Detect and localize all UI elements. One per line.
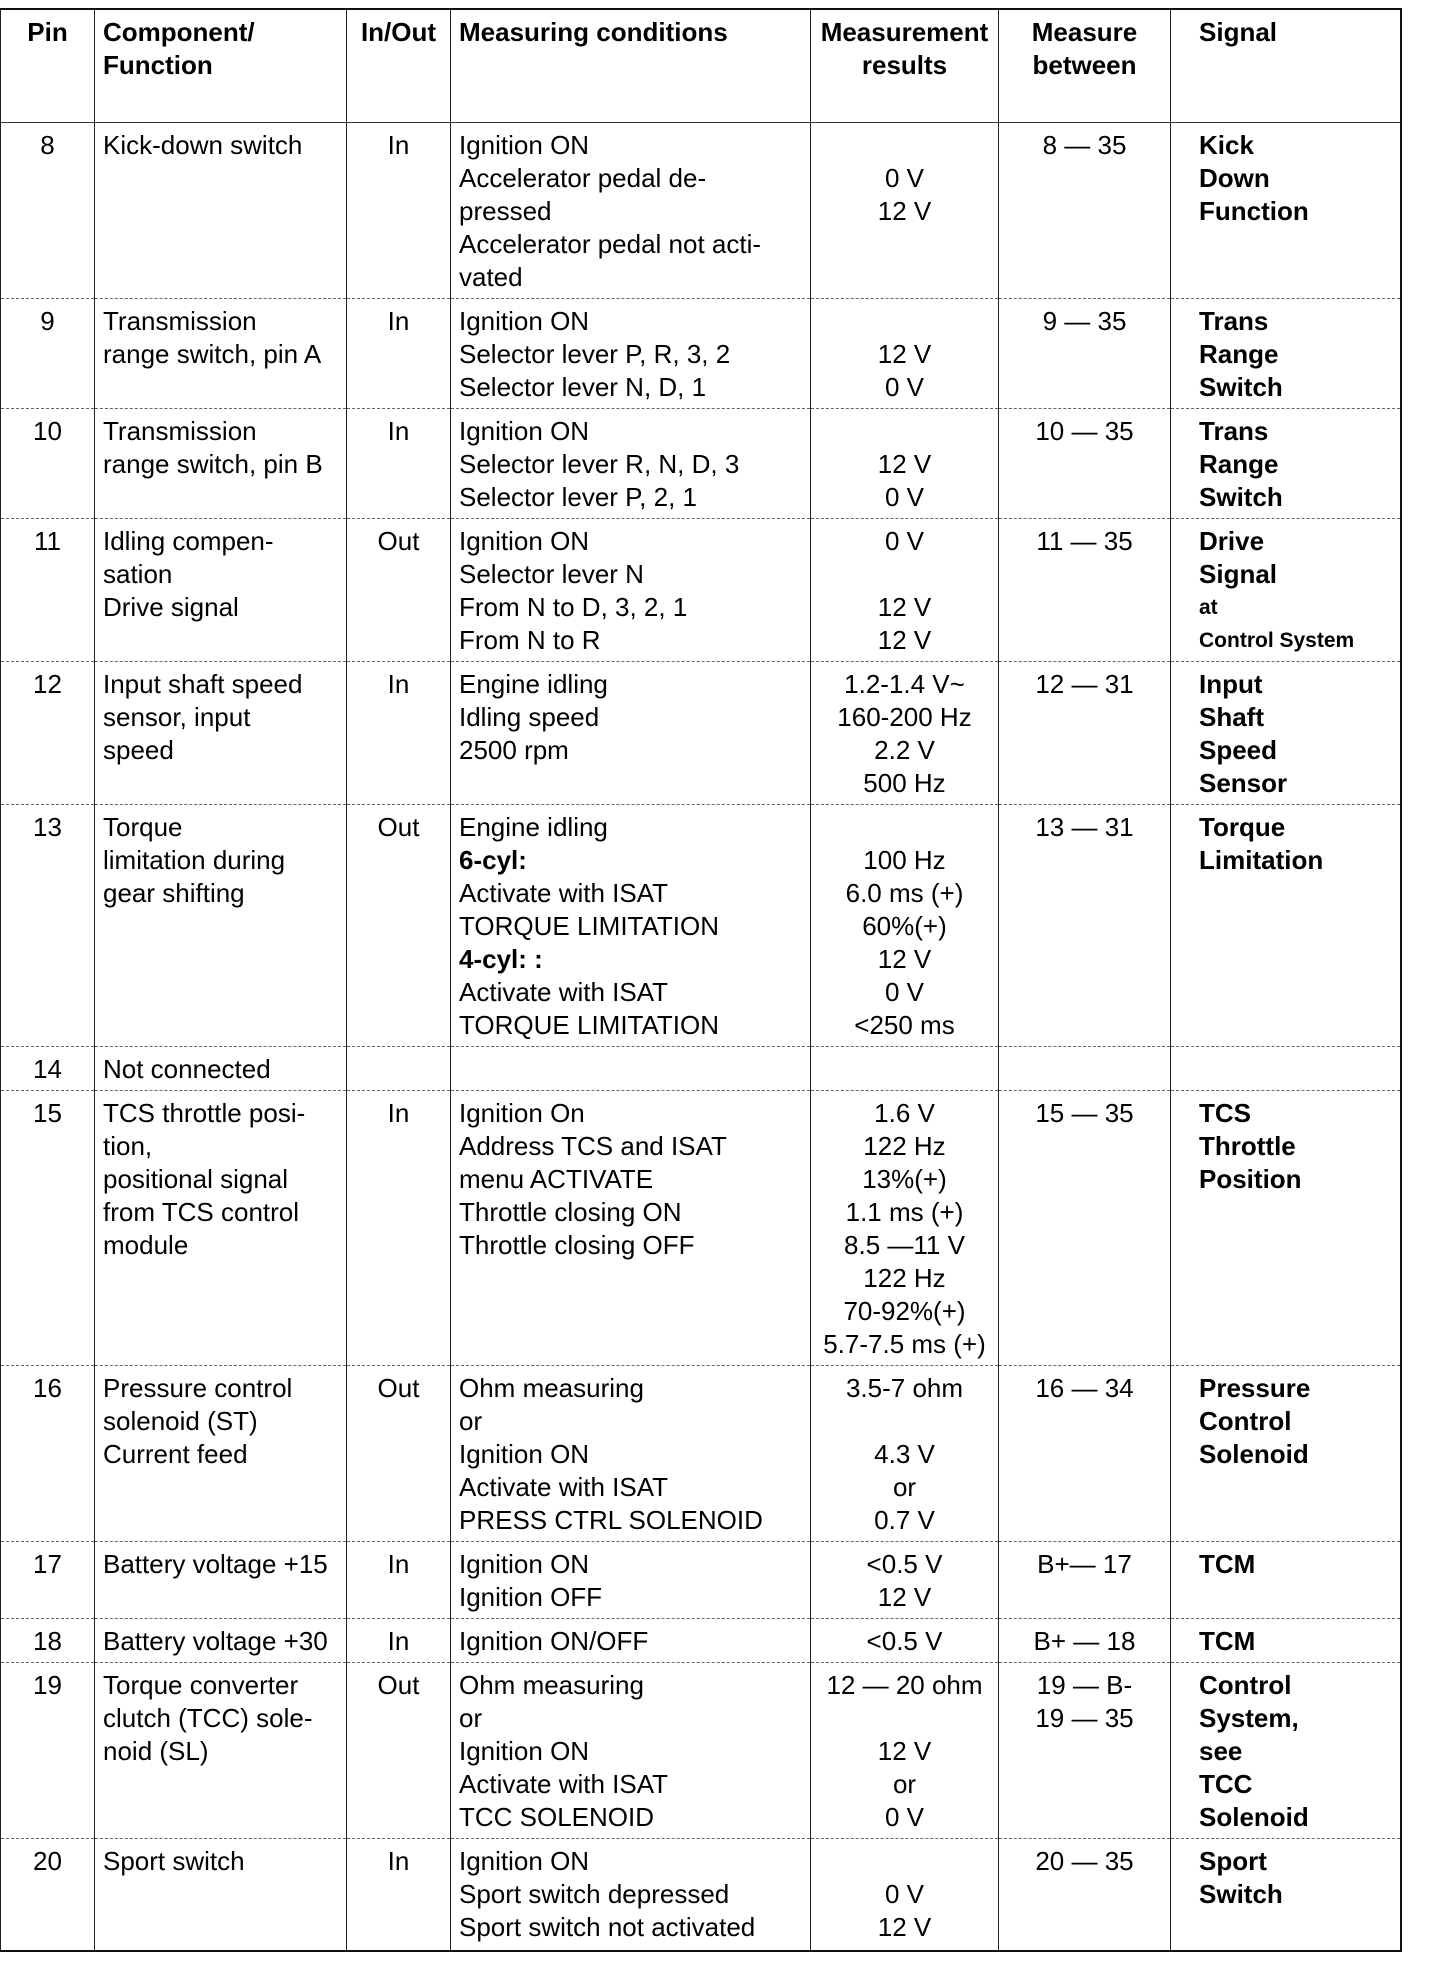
conditions-line: Ignition ON [459, 1846, 590, 1876]
signal-line: Control [1199, 1406, 1292, 1436]
between-cell [999, 299, 1171, 409]
signal-line: Switch [1199, 1879, 1283, 1909]
conditions-line: Accelerator pedal not acti- [459, 229, 762, 259]
inout-cell: Out [347, 805, 451, 1047]
pin-cell: 9 [1, 299, 95, 409]
results-cell [811, 1542, 999, 1619]
between-cell [999, 123, 1171, 299]
results-line [819, 129, 990, 162]
inout-cell: In [347, 409, 451, 519]
signal-line: Limitation [1199, 845, 1324, 875]
component-line: noid (SL) [103, 1736, 209, 1766]
results-line: 5.7-7.5 ms (+) [823, 1329, 986, 1359]
results-line [819, 1702, 990, 1735]
conditions-line: Selector lever P, R, 3, 2 [459, 339, 731, 369]
results-line: 12 V [877, 1736, 932, 1766]
signal-line: Range [1199, 449, 1279, 479]
pin-table-sheet [0, 8, 1400, 1952]
inout-cell: In [347, 1839, 451, 1951]
conditions-line: Ignition ON [459, 130, 590, 160]
conditions-line: TORQUE LIMITATION [459, 911, 720, 941]
results-line [819, 1845, 990, 1878]
conditions-line: Activate with ISAT [459, 977, 669, 1007]
between-cell [999, 1663, 1171, 1839]
signal-line: Control System [1199, 629, 1355, 652]
component-line: Torque [103, 812, 183, 842]
component-line: Transmission [103, 416, 257, 446]
results-line: 0 V [884, 1802, 925, 1832]
conditions-cell [451, 1839, 811, 1951]
signal-cell [1171, 299, 1401, 409]
component-line: Sport switch [103, 1846, 245, 1876]
results-line: <0.5 V [866, 1626, 943, 1656]
component-line: limitation during [103, 845, 286, 875]
pin-cell: 15 [1, 1091, 95, 1366]
results-cell [811, 662, 999, 805]
pin-cell: 19 [1, 1663, 95, 1839]
between-cell [999, 805, 1171, 1047]
signal-cell [1171, 1619, 1401, 1663]
conditions-cell [451, 1542, 811, 1619]
results-line [819, 811, 990, 844]
inout-cell: Out [347, 519, 451, 662]
inout-cell: In [347, 1091, 451, 1366]
between-line: 11 — 35 [1036, 526, 1133, 556]
component-line: gear shifting [103, 878, 245, 908]
pin-cell: 18 [1, 1619, 95, 1663]
conditions-cell [451, 1091, 811, 1366]
between-line: 8 — 35 [1042, 130, 1127, 160]
conditions-cell [451, 662, 811, 805]
results-line: 12 V [877, 196, 932, 226]
results-line: 1.1 ms (+) [845, 1197, 964, 1227]
signal-line: Trans [1199, 416, 1269, 446]
table-body [1, 123, 1401, 1951]
conditions-line: Ignition ON [459, 306, 590, 336]
component-line: Battery voltage +15 [103, 1549, 328, 1579]
results-line: 1.2-1.4 V~ [844, 669, 965, 699]
signal-line: Switch [1199, 372, 1283, 402]
table-row [1, 1839, 1401, 1951]
results-cell [811, 1047, 999, 1091]
table-row [1, 1663, 1401, 1839]
header-row [1, 9, 1401, 123]
results-cell [811, 1366, 999, 1542]
inout-cell: Out [347, 1366, 451, 1542]
conditions-line: Sport switch not activated [459, 1912, 756, 1942]
between-cell [999, 662, 1171, 805]
component-line: module [103, 1230, 189, 1260]
conditions-line: Engine idling [459, 669, 608, 699]
component-cell [95, 123, 347, 299]
between-line: 20 — 35 [1035, 1846, 1134, 1876]
conditions-line: or [459, 1703, 483, 1733]
conditions-line: Throttle closing ON [459, 1197, 682, 1227]
signal-line: Solenoid [1199, 1439, 1309, 1469]
component-cell [95, 519, 347, 662]
signal-cell [1171, 123, 1401, 299]
results-line [819, 415, 990, 448]
results-cell [811, 519, 999, 662]
pin-cell: 17 [1, 1542, 95, 1619]
conditions-line: Ohm measuring [459, 1373, 644, 1403]
component-line: Current feed [103, 1439, 248, 1469]
between-cell [999, 519, 1171, 662]
conditions-line: Activate with ISAT [459, 1769, 669, 1799]
results-cell [811, 1619, 999, 1663]
results-line: 12 V [877, 1912, 932, 1942]
results-line: 0.7 V [874, 1505, 935, 1535]
pin-cell: 11 [1, 519, 95, 662]
signal-line: Speed [1199, 735, 1278, 765]
results-line: 4.3 V [874, 1439, 935, 1469]
signal-line: TCS [1199, 1098, 1251, 1128]
signal-line: TCM [1199, 1626, 1256, 1656]
results-cell [811, 1839, 999, 1951]
results-line: 2.2 V [874, 735, 935, 765]
results-line: 100 Hz [863, 845, 946, 875]
component-line: Input shaft speed [103, 669, 303, 699]
signal-line: System, [1199, 1703, 1299, 1733]
between-line: 13 — 31 [1035, 812, 1134, 842]
conditions-line: Selector lever R, N, D, 3 [459, 449, 740, 479]
signal-line: Down [1199, 163, 1270, 193]
inout-cell: In [347, 662, 451, 805]
pin-cell: 14 [1, 1047, 95, 1091]
results-line: 160-200 Hz [837, 702, 972, 732]
signal-line: Solenoid [1199, 1802, 1309, 1832]
conditions-line: PRESS CTRL SOLENOID [459, 1505, 763, 1535]
signal-cell [1171, 519, 1401, 662]
conditions-cell [451, 1619, 811, 1663]
between-line: 9 — 35 [1042, 306, 1127, 336]
results-line [819, 1405, 990, 1438]
signal-line: Sensor [1199, 768, 1288, 798]
results-line: 60%(+) [862, 911, 947, 941]
component-line: positional signal [103, 1164, 289, 1194]
component-line: sensor, input [103, 702, 251, 732]
conditions-line: 4-cyl: : [459, 944, 543, 974]
conditions-line: Accelerator pedal de- [459, 163, 707, 193]
results-line [819, 305, 990, 338]
between-cell [999, 409, 1171, 519]
inout-cell: Out [347, 1663, 451, 1839]
conditions-line: TORQUE LIMITATION [459, 1010, 720, 1040]
signal-line: TCM [1199, 1549, 1256, 1579]
conditions-line: 2500 rpm [459, 735, 569, 765]
signal-line: Signal [1199, 559, 1278, 589]
conditions-line: Ohm measuring [459, 1670, 644, 1700]
conditions-line: or [459, 1406, 483, 1436]
header-results: Measurement results [811, 9, 999, 123]
component-line: Not connected [103, 1054, 271, 1084]
component-cell [95, 1542, 347, 1619]
results-cell [811, 409, 999, 519]
between-line: 10 — 35 [1035, 416, 1134, 446]
results-line: <0.5 V [866, 1549, 943, 1579]
results-line: 8.5 —11 V [844, 1230, 965, 1260]
table-row [1, 1619, 1401, 1663]
between-cell [999, 1091, 1171, 1366]
between-line: 16 — 34 [1035, 1373, 1134, 1403]
results-line: or [892, 1472, 917, 1502]
results-cell [811, 123, 999, 299]
conditions-line: Ignition ON [459, 1549, 590, 1579]
table-row [1, 123, 1401, 299]
between-cell [999, 1619, 1171, 1663]
signal-line: Pressure [1199, 1373, 1311, 1403]
results-line: 12 V [877, 449, 932, 479]
inout-cell: In [347, 1542, 451, 1619]
conditions-line: From N to R [459, 625, 601, 655]
inout-cell: In [347, 123, 451, 299]
results-line: <250 ms [854, 1010, 955, 1040]
signal-cell [1171, 805, 1401, 1047]
table-row [1, 805, 1401, 1047]
component-line: solenoid (ST) [103, 1406, 258, 1436]
component-line: Drive signal [103, 592, 239, 622]
component-cell [95, 1047, 347, 1091]
pin-cell: 10 [1, 409, 95, 519]
results-cell [811, 299, 999, 409]
signal-cell [1171, 409, 1401, 519]
between-cell [999, 1839, 1171, 1951]
conditions-line: Activate with ISAT [459, 1472, 669, 1502]
signal-line: Control [1199, 1670, 1292, 1700]
signal-cell [1171, 1839, 1401, 1951]
signal-line: Trans [1199, 306, 1269, 336]
table-row [1, 1366, 1401, 1542]
pin-measurement-table [0, 8, 1402, 1952]
between-cell [999, 1542, 1171, 1619]
signal-cell [1171, 1366, 1401, 1542]
signal-line: Position [1199, 1164, 1302, 1194]
conditions-line: Ignition ON [459, 526, 590, 556]
component-line: Battery voltage +30 [103, 1626, 328, 1656]
conditions-cell [451, 1047, 811, 1091]
conditions-line: vated [459, 262, 523, 292]
results-line: 122 Hz [863, 1263, 946, 1293]
component-line: range switch, pin A [103, 339, 322, 369]
conditions-line: Ignition ON/OFF [459, 1626, 649, 1656]
header-component: Component/ Function [95, 9, 347, 123]
results-line: 13%(+) [862, 1164, 947, 1194]
signal-cell [1171, 1663, 1401, 1839]
header-between: Measure between [999, 9, 1171, 123]
results-line: 12 V [877, 339, 932, 369]
conditions-cell [451, 519, 811, 662]
component-cell [95, 299, 347, 409]
signal-line: Sport [1199, 1846, 1267, 1876]
pin-cell: 8 [1, 123, 95, 299]
header-inout: In/Out [347, 9, 451, 123]
signal-line: TCC [1199, 1769, 1253, 1799]
signal-cell [1171, 1542, 1401, 1619]
conditions-line: Engine idling [459, 812, 608, 842]
results-line: 0 V [884, 482, 925, 512]
results-line: 500 Hz [863, 768, 946, 798]
signal-line: Kick [1199, 130, 1254, 160]
results-line: 0 V [884, 163, 925, 193]
component-cell [95, 409, 347, 519]
conditions-line: Idling speed [459, 702, 600, 732]
conditions-line: Throttle closing OFF [459, 1230, 695, 1260]
results-line: 3.5-7 ohm [845, 1373, 964, 1403]
signal-line: Torque [1199, 812, 1286, 842]
signal-line: see [1199, 1736, 1243, 1766]
conditions-line: From N to D, 3, 2, 1 [459, 592, 688, 622]
component-line: TCS throttle posi- [103, 1098, 306, 1128]
table-row [1, 662, 1401, 805]
results-line: 6.0 ms (+) [845, 878, 964, 908]
conditions-line: Ignition ON [459, 1439, 590, 1469]
signal-cell [1171, 1047, 1401, 1091]
between-cell [999, 1047, 1171, 1091]
conditions-line: Ignition OFF [459, 1582, 603, 1612]
between-line: 12 — 31 [1035, 669, 1134, 699]
results-cell [811, 1663, 999, 1839]
conditions-line: 6-cyl: [459, 845, 527, 875]
table-row [1, 1047, 1401, 1091]
results-line: 12 V [877, 625, 932, 655]
component-cell [95, 1366, 347, 1542]
between-line: 19 — 35 [1035, 1703, 1134, 1733]
component-line: from TCS control [103, 1197, 300, 1227]
component-line: speed [103, 735, 174, 765]
conditions-line: Ignition On [459, 1098, 585, 1128]
inout-cell: In [347, 1619, 451, 1663]
conditions-line: Ignition ON [459, 416, 590, 446]
conditions-cell [451, 409, 811, 519]
results-line: 12 — 20 ohm [826, 1670, 983, 1700]
component-cell [95, 1839, 347, 1951]
results-line: 12 V [877, 1582, 932, 1612]
component-line: Pressure control [103, 1373, 293, 1403]
conditions-line: pressed [459, 196, 552, 226]
table-row [1, 299, 1401, 409]
component-cell [95, 1091, 347, 1366]
component-line: Idling compen- [103, 526, 274, 556]
component-line: Transmission [103, 306, 257, 336]
conditions-cell [451, 299, 811, 409]
component-cell [95, 805, 347, 1047]
pin-cell: 16 [1, 1366, 95, 1542]
results-line: 0 V [884, 977, 925, 1007]
component-line: Kick-down switch [103, 130, 303, 160]
signal-line: Function [1199, 196, 1309, 226]
results-line [819, 558, 990, 591]
pin-cell: 12 [1, 662, 95, 805]
results-line: 12 V [877, 592, 932, 622]
signal-line: Throttle [1199, 1131, 1296, 1161]
results-line: 1.6 V [874, 1098, 935, 1128]
pin-cell: 13 [1, 805, 95, 1047]
conditions-line: Selector lever N [459, 559, 644, 589]
conditions-cell [451, 805, 811, 1047]
conditions-line: menu ACTIVATE [459, 1164, 654, 1194]
conditions-line: Activate with ISAT [459, 878, 669, 908]
conditions-cell [451, 123, 811, 299]
component-cell [95, 1663, 347, 1839]
inout-cell: In [347, 299, 451, 409]
signal-line: Range [1199, 339, 1279, 369]
signal-cell [1171, 662, 1401, 805]
header-conditions: Measuring conditions [451, 9, 811, 123]
results-line: 0 V [884, 1879, 925, 1909]
component-cell [95, 662, 347, 805]
conditions-cell [451, 1366, 811, 1542]
component-line: range switch, pin B [103, 449, 323, 479]
results-line: 70-92%(+) [843, 1296, 966, 1326]
between-cell [999, 1366, 1171, 1542]
signal-line: Shaft [1199, 702, 1264, 732]
table-row [1, 519, 1401, 662]
table-row [1, 1091, 1401, 1366]
signal-cell [1171, 1091, 1401, 1366]
conditions-line: Selector lever N, D, 1 [459, 372, 707, 402]
conditions-line: Sport switch depressed [459, 1879, 730, 1909]
pin-cell: 20 [1, 1839, 95, 1951]
results-cell [811, 1091, 999, 1366]
component-cell [95, 1619, 347, 1663]
between-line: B+ — 18 [1033, 1626, 1136, 1656]
results-line: 0 V [884, 372, 925, 402]
signal-line: at [1199, 596, 1218, 619]
between-line: 15 — 35 [1035, 1098, 1134, 1128]
header-pin: Pin [1, 9, 95, 123]
conditions-line: Address TCS and ISAT [459, 1131, 727, 1161]
component-line: sation [103, 559, 173, 589]
component-line: Torque converter [103, 1670, 299, 1700]
results-line: 12 V [877, 944, 932, 974]
conditions-line: Ignition ON [459, 1736, 590, 1766]
table-row [1, 409, 1401, 519]
component-line: tion, [103, 1131, 153, 1161]
results-line: or [892, 1769, 917, 1799]
component-line: clutch (TCC) sole- [103, 1703, 313, 1733]
table-row [1, 1542, 1401, 1619]
signal-line: Input [1199, 669, 1263, 699]
results-line: 122 Hz [863, 1131, 946, 1161]
results-cell [811, 805, 999, 1047]
signal-line: Switch [1199, 482, 1283, 512]
between-line: 19 — B- [1036, 1670, 1133, 1700]
inout-cell [347, 1047, 451, 1091]
header-signal: Signal [1171, 9, 1401, 123]
results-line: 0 V [884, 526, 925, 556]
between-line: B+— 17 [1037, 1549, 1132, 1579]
conditions-line: Selector lever P, 2, 1 [459, 482, 697, 512]
conditions-line: TCC SOLENOID [459, 1802, 655, 1832]
signal-line: Drive [1199, 526, 1265, 556]
conditions-cell [451, 1663, 811, 1839]
